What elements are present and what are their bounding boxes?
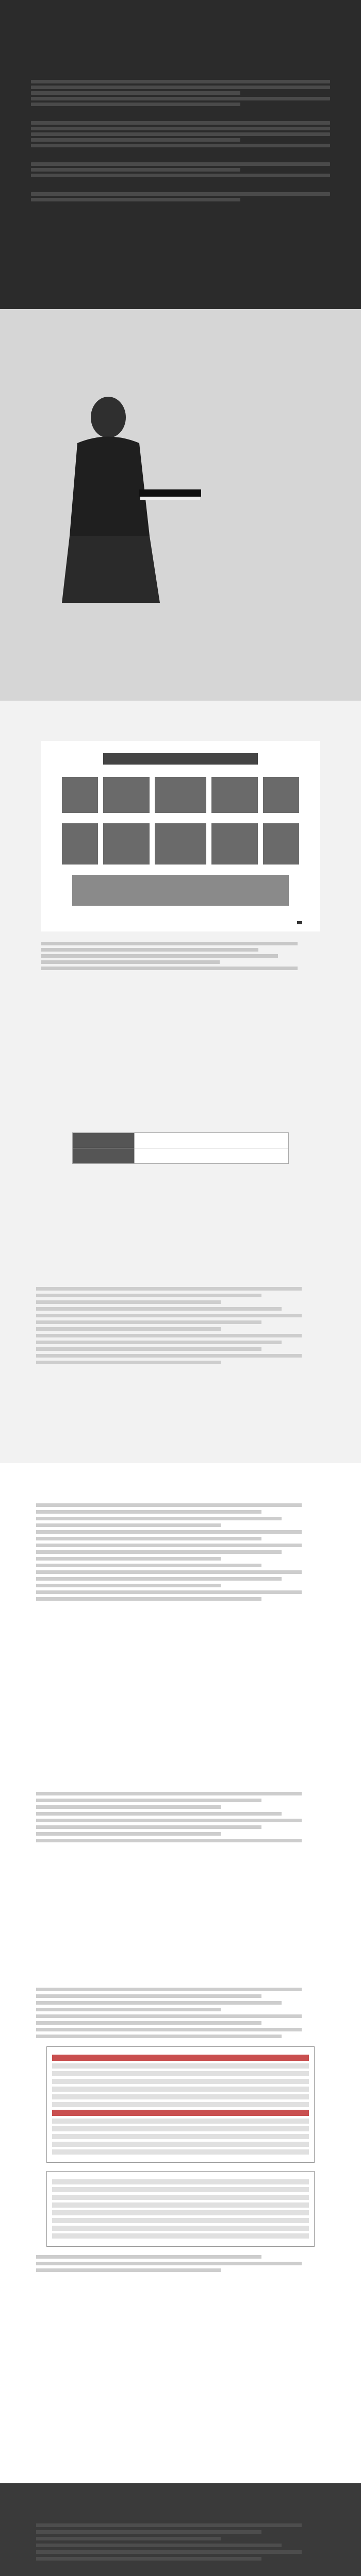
text-line (36, 2523, 302, 2527)
text-line (31, 80, 330, 83)
seating-map (41, 741, 320, 931)
section-presents-label (36, 1767, 325, 1772)
text-line (36, 1530, 302, 1534)
text-line (36, 1334, 302, 1337)
text-line (36, 1523, 221, 1527)
pianist-figure (21, 381, 206, 618)
seat-block (211, 823, 258, 865)
text-line (31, 103, 240, 106)
text-line (36, 1819, 302, 1822)
text-line (36, 1994, 261, 1998)
text-line (36, 1584, 221, 1587)
text-line (36, 1805, 221, 1809)
box-row (52, 2142, 309, 2147)
schedule-value (135, 1133, 289, 1148)
text-line (36, 1354, 302, 1358)
section-title (36, 2506, 325, 2514)
seat-block (72, 875, 289, 906)
box-row (52, 2079, 309, 2084)
seating-title (41, 723, 320, 732)
onsite-pickup-section (0, 1947, 361, 2483)
section-presents-label (41, 1108, 320, 1113)
text-line (36, 1314, 302, 1317)
text-line (36, 1564, 261, 1567)
notice-intro (31, 54, 330, 60)
seating-notes (41, 942, 320, 970)
text-line (31, 198, 240, 201)
table-row (73, 1148, 289, 1164)
text-line (36, 1988, 302, 1991)
box-row (52, 2187, 309, 2192)
text-line (36, 2014, 302, 2018)
box-row (52, 2226, 309, 2231)
schedule-table (72, 1132, 289, 1164)
poster-dates (0, 635, 361, 641)
text-line (31, 192, 330, 196)
seat-block (103, 777, 150, 813)
box-row (52, 2218, 309, 2223)
stage-label (103, 753, 258, 765)
text-line (36, 1307, 282, 1311)
box-row (52, 2119, 309, 2124)
text-line (31, 144, 330, 147)
text-line (36, 2035, 282, 2038)
text-line (36, 1287, 302, 1291)
text-line (41, 948, 258, 952)
info-box (46, 2171, 315, 2247)
box-row (52, 2202, 309, 2208)
section-presents-label (36, 1262, 325, 1267)
text-line (36, 1570, 302, 1574)
text-line (31, 138, 240, 142)
box-row (52, 2126, 309, 2131)
text-line (36, 2255, 261, 2259)
text-line (36, 2262, 302, 2265)
text-line (36, 2008, 221, 2011)
section-presents-label (36, 1963, 325, 1968)
ticket-delivery-section (0, 1752, 361, 1947)
text-line (36, 2268, 221, 2272)
text-line (36, 2001, 282, 2005)
seat-block (62, 777, 98, 813)
box-row (52, 2210, 309, 2215)
section-presents-label (36, 1479, 325, 1484)
text-line (31, 97, 330, 100)
text-line (36, 1327, 221, 1331)
notice-block (31, 72, 330, 106)
seat-legend (297, 921, 304, 924)
schedule-title (41, 1115, 320, 1123)
text-line (36, 1341, 282, 1344)
section-presents-label (41, 716, 320, 721)
text-line (36, 2537, 221, 2540)
box-row (52, 2149, 309, 2155)
text-line (31, 127, 330, 130)
box-row (52, 2087, 309, 2092)
text-line (36, 1812, 282, 1816)
text-line (36, 1517, 282, 1520)
section-title (36, 1774, 325, 1783)
box-heading (52, 2110, 309, 2116)
text-line (36, 1557, 221, 1561)
box-row (52, 2094, 309, 2099)
notice-block (31, 155, 330, 177)
text-line (36, 2530, 261, 2534)
notice-block (31, 184, 330, 201)
box-row (52, 2179, 309, 2184)
text-line (36, 1503, 302, 1507)
seat-block (62, 823, 98, 865)
text-line (36, 1537, 261, 1540)
seating-section (0, 701, 361, 1092)
box-row (52, 2195, 309, 2200)
text-line (36, 1550, 282, 1554)
text-line (36, 1361, 221, 1364)
text-line (36, 1792, 302, 1795)
text-line (36, 1825, 261, 1829)
text-line (36, 1320, 261, 1324)
text-line (31, 162, 330, 166)
seat-block (263, 777, 299, 813)
schedule-section (0, 1092, 361, 1247)
text-line (36, 1590, 302, 1594)
text-line (36, 2028, 302, 2031)
schedule-key (73, 1148, 135, 1164)
box-row (52, 2071, 309, 2076)
text-line (36, 2544, 282, 2547)
text-line (36, 1597, 261, 1601)
text-line (31, 121, 330, 125)
text-line (36, 1799, 261, 1802)
table-row (73, 1133, 289, 1148)
poster-venue (0, 643, 361, 649)
box-heading (52, 2055, 309, 2061)
text-line (41, 954, 278, 958)
section-title (36, 1486, 325, 1494)
notice-block (31, 113, 330, 147)
text-line (36, 1544, 302, 1547)
seat-block (155, 823, 206, 865)
section-presents-label (36, 2499, 325, 2504)
poster-presents-label (0, 309, 361, 330)
text-line (36, 1577, 282, 1581)
box-row (52, 2233, 309, 2239)
precautions-section (0, 1463, 361, 1752)
text-line (41, 942, 298, 945)
seat-block (211, 777, 258, 813)
sale-details-section (0, 1247, 361, 1463)
poster-info (0, 634, 361, 651)
text-line (31, 91, 240, 95)
notice-title (31, 41, 330, 48)
text-line (41, 967, 298, 970)
info-box (46, 2046, 315, 2163)
text-line (31, 168, 240, 172)
notice-block-title (31, 72, 330, 78)
seat-block (263, 823, 299, 865)
seat-block (103, 823, 150, 865)
section-title (36, 1970, 325, 1978)
box-row (52, 2063, 309, 2069)
text-line (36, 2550, 302, 2554)
text-line (41, 960, 220, 964)
concert-poster (0, 309, 361, 701)
cancellation-section (0, 2483, 361, 2576)
text-line (36, 2021, 261, 2025)
legend-swatch (297, 921, 302, 924)
page-header (0, 0, 361, 21)
text-line (31, 132, 330, 136)
seat-block (155, 777, 206, 813)
box-row (52, 2134, 309, 2139)
text-line (36, 1347, 261, 1351)
notice-block-title (31, 184, 330, 190)
text-line (36, 2557, 261, 2561)
covid-notice (0, 21, 361, 309)
notice-block-title (31, 113, 330, 119)
text-line (36, 1832, 221, 1836)
text-line (36, 1294, 261, 1297)
notice-block-title (31, 155, 330, 160)
text-line (31, 174, 330, 177)
section-title (36, 1269, 325, 1278)
text-line (36, 1510, 261, 1514)
box-row (52, 2102, 309, 2107)
schedule-key (73, 1133, 135, 1148)
text-line (36, 1300, 221, 1304)
text-line (31, 86, 330, 89)
schedule-value (135, 1148, 289, 1164)
text-line (36, 1839, 302, 1842)
